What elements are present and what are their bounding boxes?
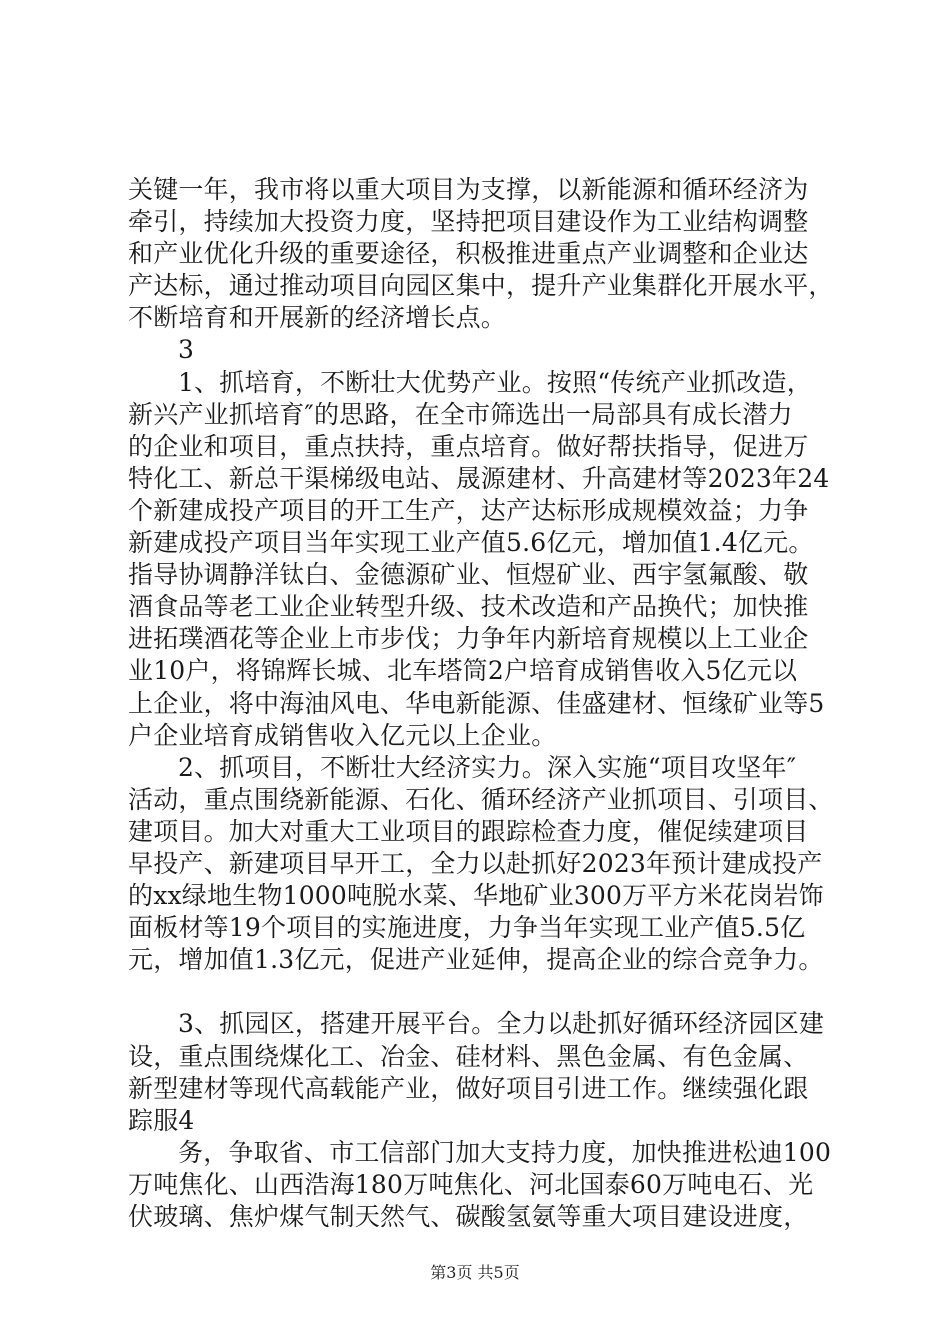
text-line: 关键一年，我市将以重大项目为支撑，以新能源和循环经济为 bbox=[128, 175, 809, 204]
text-line: 新兴产业抓培育″的思路，在全市筛选出一局部具有成长潜力 bbox=[128, 399, 793, 429]
text-line: 的xx绿地生物1000吨脱水菜、华地矿业300万平方米花岗岩饰 bbox=[128, 881, 824, 911]
text-line: 活动，重点围绕新能源、石化、循环经济产业抓项目、引项目、 bbox=[128, 784, 834, 814]
text-line: 万吨焦化、山西浩海180万吨焦化、河北国泰60万吨电石、光 bbox=[128, 1169, 814, 1199]
text-line: 户企业培育成销售收入亿元以上企业。 bbox=[128, 720, 557, 750]
text-line: 产达标，通过推动项目向园区集中，提升产业集群化开展水平， bbox=[128, 271, 834, 301]
text-line: 务，争取省、市工信部门加大支持力度，加快推进松迪100 bbox=[178, 1137, 832, 1167]
paragraph-3-start: 3、抓园区，搭建开展平台。全力以赴抓好循环经济园区建 bbox=[178, 1009, 825, 1039]
text-line: 上企业，将中海油风电、华电新能源、佳盛建材、恒缘矿业等5 bbox=[128, 688, 825, 718]
text-line: 的企业和项目，重点扶持，重点培育。做好帮扶指导，促进万 bbox=[128, 431, 809, 461]
text-line: 酒食品等老工业企业转型升级、技术改造和产品换代；加快推 bbox=[128, 592, 809, 622]
text-line: 设，重点围绕煤化工、冶金、硅材料、黑色金属、有色金属、 bbox=[128, 1041, 809, 1071]
page-footer: 第3页 共5页 bbox=[430, 1263, 520, 1282]
text-line: 指导协调静洋钛白、金德源矿业、恒煜矿业、西宇氢氟酸、敬 bbox=[128, 560, 809, 590]
paragraph-1-start: 1、抓培育，不断壮大优势产业。按照“传统产业抓改造， bbox=[178, 367, 812, 397]
text-line: 建项目。加大对重大工业项目的跟踪检查力度，催促续建项目 bbox=[128, 816, 809, 846]
text-line: 特化工、新总干渠梯级电站、晟源建材、升高建材等2023年24 bbox=[128, 463, 830, 493]
text-line: 新型建材等现代高载能产业，做好项目引进工作。继续强化跟 bbox=[128, 1073, 809, 1103]
text-line: 新建成投产项目当年实现工业产值5.6亿元，增加值1.4亿元。 bbox=[128, 528, 814, 558]
text-line: 和产业优化升级的重要途径，积极推进重点产业调整和企业达 bbox=[128, 239, 809, 269]
text-line: 伏玻璃、焦炉煤气制天然气、碳酸氢氨等重大项目建设进度， bbox=[128, 1202, 809, 1231]
paragraph-2-start: 2、抓项目，不断壮大经济实力。深入实施“项目攻坚年″ bbox=[178, 752, 797, 782]
text-line: 个新建成投产项目的开工生产，达产达标形成规模效益；力争 bbox=[128, 495, 809, 525]
text-line: 元，增加值1.3亿元，促进产业延伸，提高企业的综合竞争力。 bbox=[128, 945, 824, 975]
text-line: 面板材等19个项目的实施进度，力争当年实现工业产值5.5亿 bbox=[128, 913, 806, 943]
text-line: 牵引，持续加大投资力度，坚持把项目建设作为工业结构调整 bbox=[128, 207, 809, 237]
blank-line bbox=[128, 976, 828, 1008]
page-number-marker: 3 bbox=[178, 335, 195, 365]
document-body bbox=[128, 174, 834, 1233]
text-line: 踪服4 bbox=[128, 1105, 195, 1135]
text-line: 不断培育和开展新的经济增长点。 bbox=[128, 303, 507, 333]
text-line: 早投产、新建项目早开工，全力以赴抓好2023年预计建成投产 bbox=[128, 848, 823, 878]
text-line: 进拓璞酒花等企业上市步伐；力争年内新培育规模以上工业企 bbox=[128, 624, 809, 654]
text-line: 业10户，将锦辉长城、北车塔筒2户培育成销售收入5亿元以 bbox=[128, 656, 798, 686]
